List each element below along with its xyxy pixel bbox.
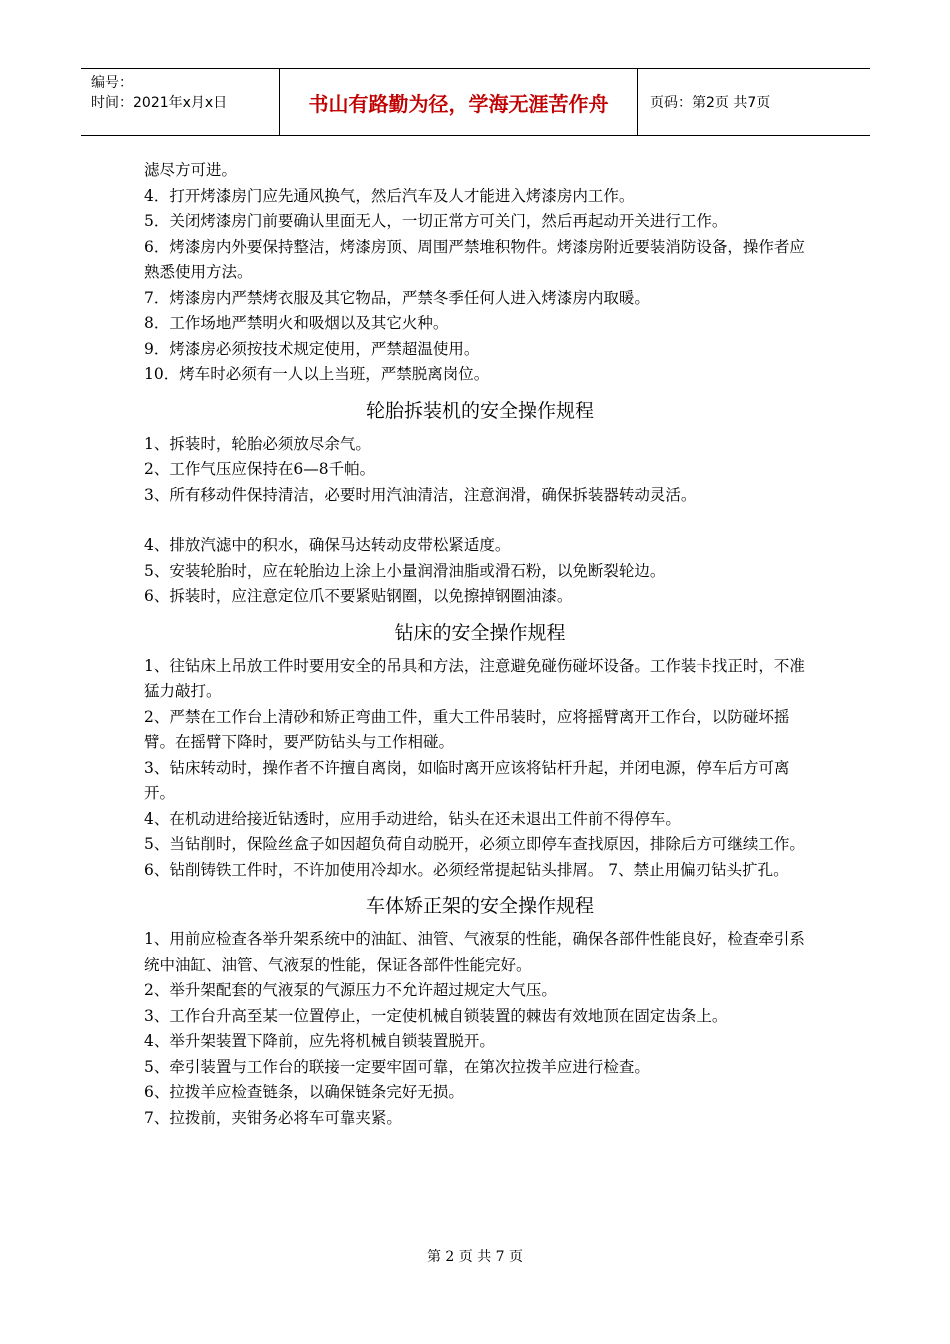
section-title: 轮胎拆装机的安全操作规程 [365,399,594,422]
blank-line [144,508,816,533]
section-title: 车体矫正架的安全操作规程 [365,895,594,917]
page-footer: 第 2 页 共 7 页 [426,1249,524,1265]
section-body-frame-straightener [144,891,816,1131]
paragraph: 4、举升架装置下降前，应先将机械自锁装置脱开。 [144,1032,495,1050]
paragraph: 3、工作台升高至某一位置停止，一定使机械自锁装置的棘齿有效地顶在固定齿条上。 [144,1006,728,1025]
header-time: 时间：2021年x月x日 [91,95,228,111]
page-header [81,68,870,136]
paragraph: 4、排放汽滤中的积水，确保马达转动皮带松紧适度。 [144,536,511,554]
paragraph: 3、所有移动件保持清洁，必要时用汽油清洁，注意润滑，确保拆装器转动灵活。 [144,485,697,504]
paragraph: 5．关闭烤漆房门前要确认里面无人，一切正常方可关门，然后再起动开关进行工作。 [144,212,728,230]
paragraph: 5、牵引装置与工作台的联接一定要牢固可靠，在第次拉拨羊应进行检查。 [144,1057,650,1076]
paragraph: 8．工作场地严禁明火和吸烟以及其它火种。 [144,314,449,332]
paragraph: 10．烤车时必须有一人以上当班，严禁脱离岗位。 [144,365,490,383]
paragraph: 6、拆装时，应注意定位爪不要紧贴钢圈，以免擦掉钢圈油漆。 [144,587,573,605]
section-paint-booth [144,158,816,388]
header-number: 编号： [91,75,133,91]
paragraph: 4．打开烤漆房门应先通风换气，然后汽车及人才能进入烤漆房内工作。 [144,186,635,205]
paragraph: 6、拉拨羊应检查链条，以确保链条完好无损。 [144,1083,464,1101]
paragraph: 1、拆装时，轮胎必须放尽余气。 [144,434,371,453]
paragraph: 2、工作气压应保持在6—8千帕。 [144,460,376,478]
paragraph: 9．烤漆房必须按技术规定使用，严禁超温使用。 [144,339,480,358]
document-body [144,158,816,1131]
paragraph: 1、往钻床上吊放工件时要用安全的吊具和方法，注意避免碰伤碰坏设备。工作装卡找正时，不准猛力敲打。 [144,656,805,700]
section-tire-changer [144,396,816,610]
paragraph: 3、钻床转动时，操作者不许擅自离岗，如临时离开应该将钻杆升起，并闭电源，停车后方可离开。 [144,758,790,802]
paragraph: 6．烤漆房内外要保持整洁，烤漆房顶、周围严禁堆积物件。烤漆房附近要装消防设备，操作者应熟悉使用方法。 [144,237,805,281]
paragraph: 滤尽方可进。 [144,161,238,179]
paragraph: 1、用前应检查各举升架系统中的油缸、油管、气液泵的性能，确保各部件性能良好，检查牵引系统中油缸、油管、气液泵的性能，保证各部件性能完好。 [144,930,805,974]
section-title: 钻床的安全操作规程 [394,621,566,644]
paragraph: 7．烤漆房内严禁烤衣服及其它物品，严禁冬季任何人进入烤漆房内取暖。 [144,288,650,307]
header-page-info: 页码：第2页 共7页 [650,95,771,111]
paragraph: 5、安装轮胎时，应在轮胎边上涂上小量润滑油脂或滑石粉，以免断裂轮边。 [144,561,666,580]
section-drill-press [144,618,816,884]
paragraph: 5、当钻削时，保险丝盒子如因超负荷自动脱开，必须立即停车查找原因，排除后方可继续工作。 [144,835,805,853]
paragraph: 2、举升架配套的气液泵的气源压力不允许超过规定大气压。 [144,981,557,999]
header-motto: 书山有路勤为径，学海无涯苦作舟 [280,69,638,135]
header-meta [81,69,280,135]
paragraph: 7、拉拨前，夹钳务必将车可靠夹紧。 [144,1108,402,1127]
paragraph: 4、在机动进给接近钻透时，应用手动进给，钻头在还未退出工件前不得停车。 [144,809,681,828]
paragraph: 2、严禁在工作台上清砂和矫正弯曲工件，重大工件吊装时，应将摇臂离开工作台，以防碰坏摇臂。在摇臂下降时，要严防钻头与工作相碰。 [144,707,790,751]
paragraph: 6、钻削铸铁工件时，不许加使用冷却水。必须经常提起钻头排屑。 7、禁止用偏刃钻头扩孔。 [144,860,789,879]
